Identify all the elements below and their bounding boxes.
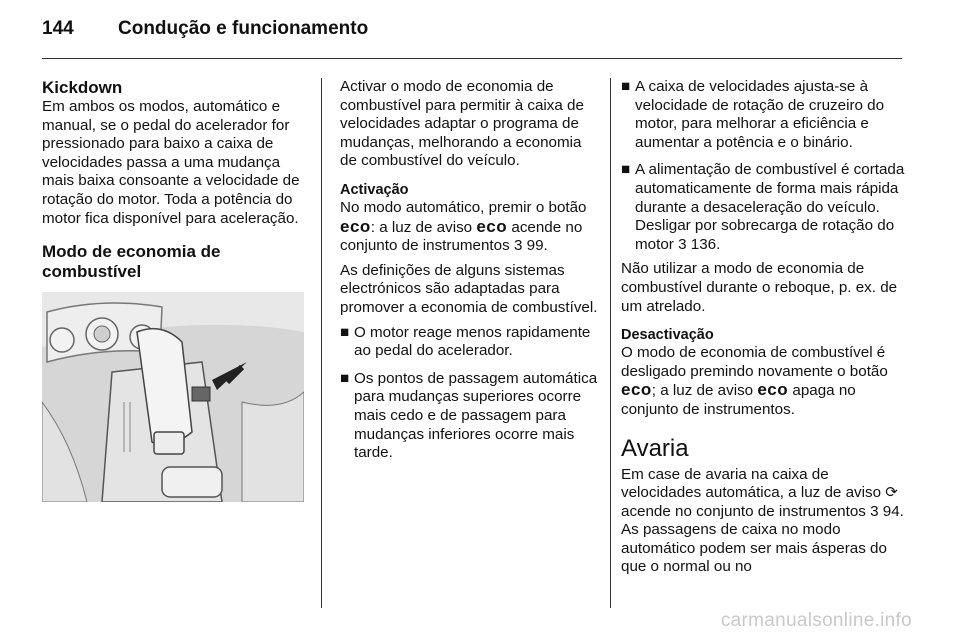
list-item: ■ A alimentação de combustível é cortada automaticamente de forma mais rápida durante a desaceleração do veículo. Desligar por sobrecarga de rotação do motor 3 136. [621, 161, 905, 253]
eco-button-icon: eco [621, 380, 652, 400]
eco-intro-paragraph: Activar o modo de economia de combustível para permitir à caixa de velocidades adaptar o programa de mudanças, melhorando a economia de combustível do veículo. [340, 78, 584, 170]
activation-heading: Activação [340, 181, 409, 198]
list-item: ■ Os pontos de passagem automática para mudanças superiores ocorre mais cedo e de passagem para mudanças inferiores ocorre mais tarde. [340, 369, 598, 462]
eco-button-icon: eco [340, 216, 371, 236]
column-2 [340, 78, 602, 472]
bullet-icon: ■ [340, 369, 350, 387]
page-reference: 99. [526, 237, 548, 255]
kickdown-paragraph: Em ambos os modos, automático e manual, se o pedal do acelerador for pressionado para baixo a caixa de velocidades passa a uma mudança mais baixa consoante a velocidade de rotação do motor. Toda a potência do motor fica disponível para aceleração. [42, 98, 300, 227]
reference-arrow-icon: 3 [678, 235, 687, 253]
gearbox-warning-light-icon: ⟳ [885, 484, 898, 502]
list-item: ■ A caixa de velocidades ajusta-se à velocidade de rotação de cruzeiro do motor, para melhorar a eficiência e aumentar a potência e o binário. [621, 78, 885, 151]
bullet-icon: ■ [340, 323, 350, 341]
bullet-icon: ■ [621, 161, 631, 179]
fault-paragraph: Em case de avaria na caixa de velocidades automática, a luz de aviso ⟳ acende no conjunto de instrumentos 3 94. As passagens de caixa no modo automático podem ser mais ásperas do que o normal ou no [621, 465, 904, 576]
eco-warning-light-icon: eco [476, 216, 508, 236]
column-divider-2 [610, 78, 611, 608]
page-title: Condução e funcionamento [118, 18, 369, 39]
column-3 [621, 78, 906, 577]
header-rule [42, 58, 902, 59]
reference-arrow-icon: 3 [870, 502, 879, 520]
eco-warning-light-icon: eco [757, 380, 789, 400]
page-reference: 136. [690, 235, 721, 253]
watermark: carmanualsonline.info [720, 610, 912, 631]
activation-paragraph: No modo automático, premir o botão eco: a luz de aviso eco acende no conjunto de instrumentos 3 99. [340, 198, 587, 255]
column-divider-1 [321, 78, 322, 608]
page-reference: 94. [882, 502, 904, 520]
page-number: 144 [42, 18, 74, 39]
fault-heading: Avaria [621, 434, 689, 462]
column-1 [42, 78, 310, 502]
gear-selector-illustration [42, 292, 304, 502]
deactivation-heading: Desactivação [621, 327, 714, 344]
list-item: ■ O motor reage menos rapidamente ao pedal do acelerador. [340, 323, 591, 360]
bullet-icon: ■ [621, 78, 631, 95]
systems-paragraph: As definições de alguns sistemas electrónicos são adaptadas para promover a economia de combustível. [340, 261, 598, 316]
deactivation-paragraph: O modo de economia de combustível é desligado premindo novamente o botão eco; a luz de aviso eco apaga no conjunto de instrumentos. [621, 344, 888, 418]
towing-note-paragraph: Não utilizar a modo de economia de combustível durante o reboque, p. ex. de um atrelado. [621, 260, 898, 315]
eco-effects-list [340, 324, 602, 463]
eco-mode-heading: Modo de economia de combustível [42, 242, 221, 282]
reference-arrow-icon: 3 [513, 237, 523, 255]
eco-effects-list-cont [621, 78, 906, 254]
kickdown-heading: Kickdown [42, 78, 123, 97]
